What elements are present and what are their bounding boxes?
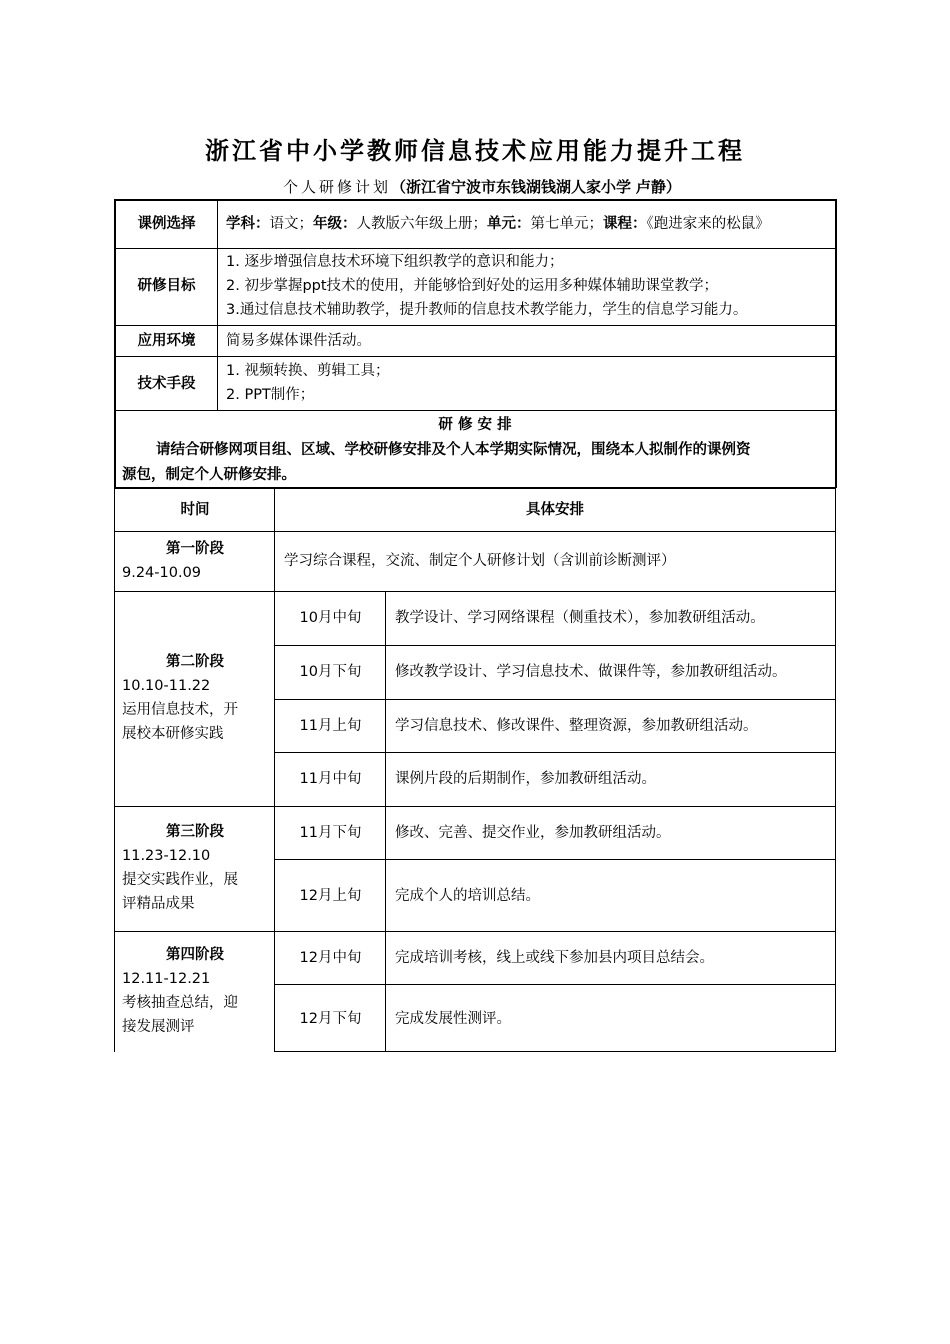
goals-list — [226, 250, 834, 322]
period-task: 完成培训考核，线上或线下参加县内项目总结会。 — [395, 950, 714, 966]
stage-cell — [116, 650, 274, 746]
period-task: 完成发展性测评。 — [395, 1011, 511, 1027]
arrangement-heading: 研 修 安 排 — [438, 417, 512, 433]
period-task: 修改教学设计、学习信息技术、做课件等，参加教研组活动。 — [395, 664, 787, 680]
stage-desc: 接发展测评 — [122, 1019, 195, 1035]
goal-item: 1. 逐步增强信息技术环境下组织教学的意识和能力； — [226, 254, 564, 270]
stage-desc: 展校本研修实践 — [122, 726, 224, 742]
environment-value: 简易多媒体课件活动。 — [226, 333, 371, 349]
arrangement-intro-line1: 请结合研修网项目组、区域、学校研修安排及个人本学期实际情况，围绕本人拟制作的课例资 — [156, 442, 751, 458]
stage-name: 第四阶段 — [166, 947, 224, 963]
stage-cell — [116, 820, 274, 916]
period-label: 11月中旬 — [299, 771, 362, 787]
stage-task: 学习综合课程，交流、制定个人研修计划（含训前诊断测评） — [284, 553, 676, 569]
period-label: 11月下旬 — [299, 825, 362, 841]
period-task: 修改、完善、提交作业，参加教研组活动。 — [395, 825, 671, 841]
stage-dates: 9.24-10.09 — [122, 565, 202, 581]
period-label: 12月上旬 — [299, 888, 362, 904]
subtitle-school: （浙江省宁波市东钱湖钱湖人家小学 — [391, 178, 632, 196]
schedule-header-time: 时间 — [180, 502, 210, 518]
stage-dates: 10.10-11.22 — [122, 678, 211, 694]
tech-list — [226, 359, 834, 407]
stage-cell — [116, 537, 274, 585]
tech-item: 1. 视频转换、剪辑工具； — [226, 363, 390, 379]
goal-item: 2. 初步掌握ppt技术的使用，并能够恰到好处的运用多种媒体辅助课堂教学； — [226, 278, 719, 294]
tech-label: 技术手段 — [137, 376, 196, 392]
environment-label: 应用环境 — [137, 333, 196, 349]
period-task: 教学设计、学习网络课程（侧重技术），参加教研组活动。 — [395, 610, 765, 626]
period-label: 11月上旬 — [299, 718, 362, 734]
period-label: 12月下旬 — [299, 1011, 362, 1027]
period-label: 10月下旬 — [299, 664, 362, 680]
goal-item: 3.通过信息技术辅助教学，提升教师的信息技术教学能力，学生的信息学习能力。 — [226, 302, 748, 318]
period-task: 学习信息技术、修改课件、整理资源，参加教研组活动。 — [395, 718, 758, 734]
stage-name: 第一阶段 — [166, 541, 224, 557]
arrangement-intro-line2: 源包，制定个人研修安排。 — [122, 467, 296, 483]
subtitle-label: 个人研修计划 — [283, 178, 392, 196]
course-value: 学科：语文；年级：人教版六年级上册；单元：第七单元；课程：《跑进家来的松鼠》 — [226, 216, 770, 232]
stage-cell — [116, 943, 274, 1039]
stage-desc: 评精品成果 — [122, 896, 195, 912]
stage-desc: 运用信息技术，开 — [122, 702, 238, 718]
stage-dates: 12.11-12.21 — [122, 971, 211, 987]
document-subtitle — [283, 176, 681, 197]
tech-item: 2. PPT制作； — [226, 387, 315, 403]
stage-name: 第二阶段 — [166, 654, 224, 670]
stage-desc: 考核抽查总结，迎 — [122, 995, 238, 1011]
period-task: 课例片段的后期制作，参加教研组活动。 — [395, 771, 656, 787]
period-task: 完成个人的培训总结。 — [395, 888, 540, 904]
course-label: 课例选择 — [137, 216, 196, 232]
subtitle-name: 卢静） — [635, 178, 681, 196]
period-label: 12月中旬 — [299, 950, 362, 966]
schedule-header-plan: 具体安排 — [526, 502, 584, 518]
stage-desc: 提交实践作业，展 — [122, 872, 238, 888]
document-title: 浙江省中小学教师信息技术应用能力提升工程 — [205, 136, 745, 165]
stage-dates: 11.23-12.10 — [122, 848, 211, 864]
goals-label: 研修目标 — [137, 278, 196, 294]
stage-name: 第三阶段 — [166, 824, 224, 840]
period-label: 10月中旬 — [299, 610, 362, 626]
